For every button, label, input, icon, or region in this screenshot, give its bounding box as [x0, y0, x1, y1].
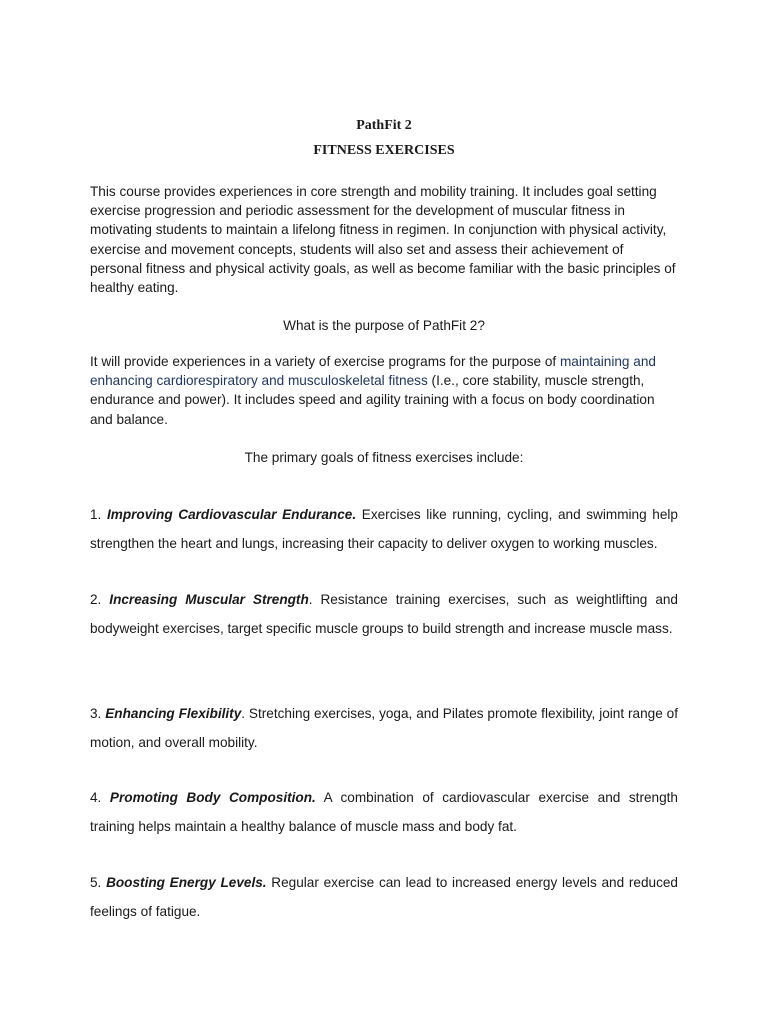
document-subtitle: FITNESS EXERCISES [313, 143, 455, 158]
goal-item [90, 700, 678, 757]
goal-number: 5. [90, 875, 107, 890]
document-title: PathFit 2 [356, 118, 412, 133]
goal-number: 2. [90, 592, 110, 607]
answer-text-post: (I.e., core stability, muscle strength, endurance and power). It includes speed and agility training with a focus on body coordination and balance. [90, 373, 655, 427]
goal-title: Promoting Body Composition. [109, 790, 316, 805]
answer-text-highlight: maintaining and enhancing cardiorespiratory and musculoskeletal fitness [90, 354, 656, 389]
goals-heading: The primary goals of fitness exercises include: [244, 450, 524, 465]
goal-text: A combination of cardiovascular exercise and strength training helps maintain a healthy balance of muscle mass and body fat. [90, 790, 678, 834]
goal-title: Increasing Muscular Strength [109, 592, 309, 607]
goal-number: 1. [90, 507, 107, 522]
goal-text: Exercises like running, cycling, and swimming help strengthen the heart and lungs, increasing their capacity to deliver oxygen to working muscles. [90, 507, 678, 551]
purpose-answer [90, 352, 678, 429]
purpose-question: What is the purpose of PathFit 2? [283, 318, 485, 333]
goal-text: . Resistance training exercises, such as weightlifting and bodyweight exercises, target specific muscle groups to build strength and increase muscle mass. [90, 592, 678, 636]
goal-text: Regular exercise can lead to increased energy levels and reduced feelings of fatigue. [90, 875, 678, 919]
goal-title: Boosting Energy Levels. [106, 875, 267, 890]
goal-item [90, 586, 678, 643]
goal-number: 3. [90, 706, 106, 721]
goal-item [90, 869, 678, 926]
goal-item [90, 501, 678, 558]
answer-text-pre: It will provide experiences in a variety of exercise programs for the purpose of [90, 354, 560, 369]
goal-title: Improving Cardiovascular Endurance. [106, 507, 357, 522]
goal-text: . Stretching exercises, yoga, and Pilates promote flexibility, joint range of motion, and overall mobility. [90, 706, 678, 750]
intro-paragraph: This course provides experiences in core strength and mobility training. It includes goal setting exercise progression and periodic assessment for the development of muscular fitness in motivating students to maintain a lifelong fitness in regimen. In conjunction with physical activity, exercise and movement concepts, students will also set and assess their achievement of personal fitness and physical activity goals, as well as become familiar with the basic principles of healthy eating. [90, 184, 676, 296]
goal-number: 4. [90, 790, 110, 805]
goal-item [90, 784, 678, 841]
goal-title: Enhancing Flexibility [105, 706, 242, 721]
